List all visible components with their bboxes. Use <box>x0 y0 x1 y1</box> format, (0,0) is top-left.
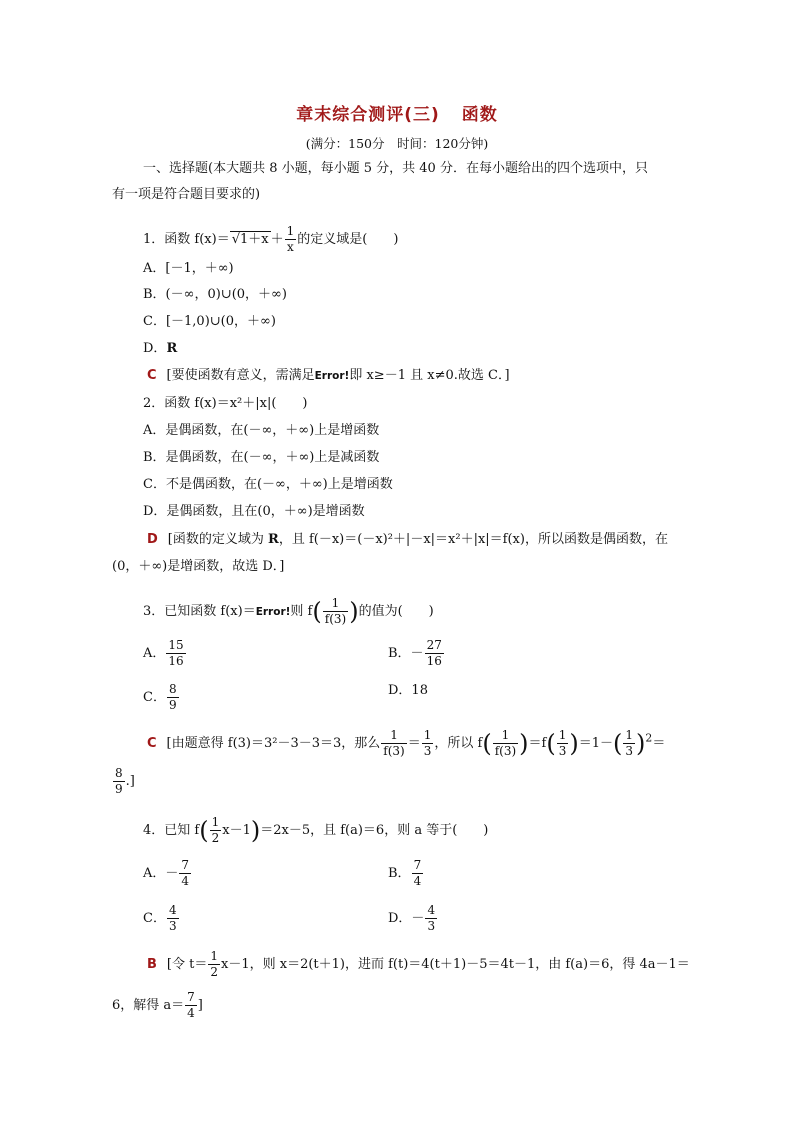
question-3-option-b: B．－ $\frac{27}{16}$ <box>388 638 442 668</box>
fraction: $\frac{1}{x}$ <box>286 224 295 254</box>
fraction: $\frac{1}{f(3)}$ <box>324 596 347 626</box>
sqrt-expression: √1＋x <box>231 232 269 247</box>
question-4-stem: 4．已知 f( $\frac{1}{2}$ x－1)＝2x－5，且 f(a)＝6，则 a 等于( ) <box>143 815 489 845</box>
page-title: 章末综合测评(三) 函数 <box>296 105 498 125</box>
question-1-answer: C [要使函数有意义，需满足Error!即 x≥－1 且 x≠0.故选 C．] <box>147 368 510 383</box>
answer-letter: C <box>147 736 157 751</box>
question-2-option-a: A．是偶函数，在(－∞，＋∞)上是增函数 <box>143 423 380 438</box>
answer-letter: D <box>147 532 158 547</box>
question-4-option-c: C． $\frac{4}{3}$ <box>143 903 177 933</box>
question-3-stem: 3．已知函数 f(x)＝Error!则 f( $\frac{1}{f(3)}$ )的值为( ) <box>143 596 434 626</box>
question-2-option-d: D．是偶函数，且在(0，＋∞)是增函数 <box>143 504 365 519</box>
question-3-option-d: D．18 <box>388 683 428 698</box>
question-4-option-a: A．－ $\frac{7}{4}$ <box>143 858 190 888</box>
question-4-answer: B [令 t＝ $\frac{1}{2}$ x－1，则 x＝2(t＋1)，进而 f(t)＝4(t＋1)－5＝4t－1，由 f(a)＝6，得 4a－1＝ <box>147 949 690 979</box>
question-2-stem: 2．函数 f(x)＝x²＋|x|( ) <box>143 396 308 411</box>
question-2-answer: D [函数的定义域为 R，且 f(－x)＝(－x)²＋|－x|＝x²＋|x|＝f(x)，所以函数是偶函数，在 <box>147 532 668 547</box>
question-2-option-c: C．不是偶函数，在(－∞，＋∞)上是增函数 <box>143 477 393 492</box>
question-1-option-d: D．R <box>143 341 178 356</box>
question-1-option-a: A．[－1，＋∞) <box>143 261 234 276</box>
question-1-stem: 1．函数 f(x)＝ √1＋x ＋ $\frac{1}{x}$ 的定义域是( ) <box>143 224 399 254</box>
page-subtitle: (满分：150分 时间：120分钟) <box>305 136 489 151</box>
question-3-option-c: C． $\frac{8}{9}$ <box>143 682 177 712</box>
question-3-answer: C [由题意得 f(3)＝3²－3－3＝3，那么 $\frac{1}{f(3)}$ ＝ $\frac{1}{3}$ ，所以 f( $\frac{1}{f(3)}$ )＝f( $\frac{1}{3}$ )＝1－( $\frac{1}{3}$ )$^2$＝ <box>147 728 666 758</box>
question-4-answer-line2: 6，解得 a＝ $\frac{7}{4}$ ] <box>112 990 203 1020</box>
question-3-answer-line2: $\frac{8}{9}$ .] <box>115 766 135 796</box>
answer-letter: B <box>147 957 157 972</box>
fraction: $\frac{1}{2}$ <box>211 815 220 845</box>
section-heading-line1: 一、选择题(本大题共 8 小题，每小题 5 分，共 40 分．在每小题给出的四个选项中，只 <box>143 161 648 176</box>
question-2-option-b: B．是偶函数，在(－∞，＋∞)上是减函数 <box>143 450 380 465</box>
question-2-answer-line2: (0，＋∞)是增函数，故选 D．] <box>112 559 285 574</box>
question-4-option-b: B． $\frac{7}{4}$ <box>388 858 422 888</box>
section-heading-line2: 有一项是符合题目要求的) <box>112 187 261 202</box>
question-1-option-b: B．(－∞，0)∪(0，＋∞) <box>143 287 287 302</box>
question-4-option-d: D．－ $\frac{4}{3}$ <box>388 903 436 933</box>
answer-letter: C <box>147 368 157 383</box>
question-3-option-a: A． $\frac{15}{16}$ <box>143 638 184 668</box>
question-1-option-c: C．[－1,0)∪(0，＋∞) <box>143 314 276 329</box>
